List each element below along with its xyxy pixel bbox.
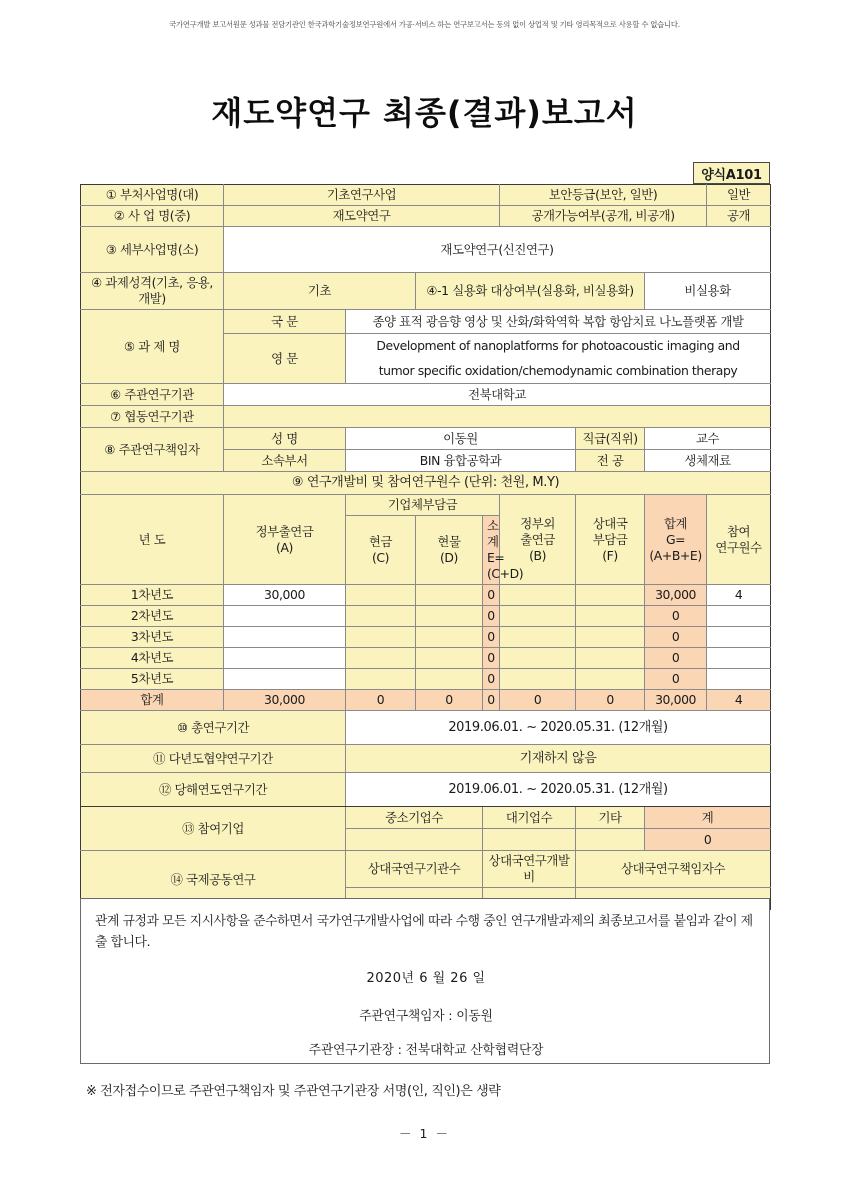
row-label-collab-institution: ⑦ 협동연구기관 [81,406,224,428]
budget-cell-year: 4차년도 [81,648,224,669]
budget-cell-cash-c [346,585,416,606]
report-cover-table [80,184,771,910]
budget-col-inkind [416,516,483,585]
budget-cell-cash-c [346,669,416,690]
declaration-text: 관계 규정과 모든 지시사항을 준수하면서 국가연구개발사업에 따라 수행 중인 연구개발과제의 최종보고서를 붙임과 같이 제출 합니다. [95,914,753,950]
budget-total-nongov-b: 0 [500,690,576,711]
row-label-principal-investigator: ⑧ 주관연구책임자 [81,428,224,472]
budget-header-row-1 [81,495,771,516]
budget-cell-nongov-b [500,606,576,627]
page-number: － 1 － [399,1126,450,1141]
budget-col-gov-funding-label: 정부출연금 [255,523,314,539]
form-badge-row [80,162,770,184]
table-row-project-title-ko [81,310,771,334]
row-value-title-korean: 종양 표적 광음향 영상 및 산화/화학역학 복합 항암치료 나노플랫폼 개발 [346,310,771,334]
table-row-ministry-program [81,185,771,206]
row-label-title-korean: 국 문 [224,310,346,334]
budget-cell-subtotal-e: 0 [483,669,500,690]
companies-value-sme [346,829,483,851]
budget-cell-cash-c [346,648,416,669]
row-value-program-name: 재도약연구 [224,206,500,227]
budget-total-row [81,690,771,711]
budget-total-cash-c: 0 [346,690,416,711]
budget-cell-partner-f [576,627,645,648]
declaration-org-line: 주관연구기관장 : 전북대학교 산학협력단장 [308,1043,544,1058]
budget-cell-subtotal-e: 0 [483,648,500,669]
declaration-box [80,898,770,1064]
budget-cell-inkind-d [416,585,483,606]
row-value-pi-name: 이동원 [346,428,576,450]
budget-table-row [81,627,771,648]
table-row-program-name [81,206,771,227]
budget-cell-researchers [707,627,771,648]
budget-cell-researchers [707,648,771,669]
table-row-total-period [81,711,771,745]
budget-cell-researchers [707,606,771,627]
table-row-project-type [81,273,771,310]
row-label-project-type: ④ 과제성격(기초, 응용, 개발) [81,273,224,310]
signature-footnote: ※ 전자접수이므로 주관연구책임자 및 주관연구기관장 서명(인, 직인)은 생략 [86,1084,501,1099]
budget-total-label: 합계 [81,690,224,711]
budget-cell-gov-a [224,627,346,648]
budget-col-cash-label: 현금 [368,534,393,549]
row-label-commercialization: ④-1 실용화 대상여부(실용화, 비실용화) [416,273,645,310]
declaration-date: 2020년 6 월 26 일 [366,971,486,986]
row-value-pi-major: 생체재료 [645,450,771,472]
form-code-badge: 양식A101 [693,162,770,184]
budget-cell-nongov-b [500,627,576,648]
budget-cell-subtotal-e: 0 [483,627,500,648]
intl-header-institutions: 상대국연구기관수 [346,851,483,888]
budget-total-subtotal-e: 0 [483,690,500,711]
intl-header-pi-count: 상대국연구책임자수 [576,851,771,888]
budget-cell-subtotal-e: 0 [483,606,500,627]
budget-cell-inkind-d [416,669,483,690]
table-row-participating-companies-header [81,807,771,829]
companies-value-total: 0 [645,829,771,851]
budget-cell-gov-a [224,669,346,690]
declaration-pi-line: 주관연구책임자 : 이동원 [359,1009,493,1024]
budget-cell-inkind-d [416,606,483,627]
row-label-total-period: ⑩ 총연구기간 [81,711,346,745]
budget-table-row [81,585,771,606]
table-row-collab-institution [81,406,771,428]
companies-header-other: 기타 [576,807,645,829]
budget-section-title: ⑨ 연구개발비 및 참여연구원수 (단위: 천원, M.Y) [81,472,771,495]
copyright-notice: 국가연구개발 보고서원문 성과물 전담기관인 한국과학기술정보연구원에서 가공·서비스 하는 연구보고서는 동의 없이 상업적 및 기타 영리목적으로 사용할 수 없습니다. [169,20,680,29]
row-label-pi-name: 성 명 [224,428,346,450]
budget-table-row [81,606,771,627]
budget-cell-year: 1차년도 [81,585,224,606]
row-value-ministry-program: 기초연구사업 [224,185,500,206]
companies-header-total: 계 [645,807,771,829]
budget-cell-partner-f [576,606,645,627]
row-value-security-level: 일반 [707,185,771,206]
budget-cell-total-g: 0 [645,648,707,669]
row-value-multiyear-period: 기재하지 않음 [346,745,771,773]
budget-total-researchers: 4 [707,690,771,711]
budget-cell-total-g: 0 [645,669,707,690]
budget-total-inkind-d: 0 [416,690,483,711]
row-label-security-level: 보안등급(보안, 일반) [500,185,707,206]
row-label-ministry-program: ① 부처사업명(대) [81,185,224,206]
budget-cell-partner-f [576,669,645,690]
budget-cell-gov-a [224,648,346,669]
budget-total-gov-a: 30,000 [224,690,346,711]
table-row-budget-section-title [81,472,771,495]
row-label-intl-collab: ⑭ 국제공동연구 [81,851,346,910]
row-value-host-institution: 전북대학교 [224,384,771,406]
row-value-title-english-line1: Development of nanoplatforms for photoacoustic imaging and [346,334,771,359]
budget-col-cash-sub: (C) [371,550,390,565]
budget-col-subtotal-sub: E=(C+D) [487,550,524,581]
budget-group-company-contribution: 기업체부담금 [346,495,500,516]
companies-value-large [483,829,576,851]
budget-cell-gov-a [224,606,346,627]
budget-col-subtotal-label: 소계 [487,518,499,549]
budget-col-nongov-funding: 정부외 출연금 (B) [500,495,576,585]
row-value-pi-rank: 교수 [645,428,771,450]
budget-table-row [81,669,771,690]
row-label-pi-dept: 소속부서 [224,450,346,472]
table-row-intl-collab-header [81,851,771,888]
row-label-program-name: ② 사 업 명(중) [81,206,224,227]
row-value-project-type: 기초 [224,273,416,310]
budget-cell-total-g: 0 [645,606,707,627]
budget-col-gov-funding [224,495,346,585]
companies-value-other [576,829,645,851]
budget-col-grand-total-sub: G=(A+B+E) [649,531,702,563]
row-label-host-institution: ⑥ 주관연구기관 [81,384,224,406]
intl-header-budget: 상대국연구개발비 [483,851,576,888]
row-value-disclosure: 공개 [707,206,771,227]
row-value-pi-dept: BIN 융합공학과 [346,450,576,472]
budget-table-row [81,648,771,669]
budget-cell-cash-c [346,627,416,648]
budget-cell-partner-f [576,648,645,669]
companies-header-large: 대기업수 [483,807,576,829]
budget-cell-nongov-b [500,585,576,606]
table-row-pi-name [81,428,771,450]
row-label-multiyear-period: ⑪ 다년도협약연구기간 [81,745,346,773]
row-label-project-title: ⑤ 과 제 명 [81,310,224,384]
budget-cell-inkind-d [416,627,483,648]
table-row-current-year-period [81,773,771,807]
budget-col-inkind-label: 현물 [437,534,461,549]
row-value-collab-institution [224,406,771,428]
row-label-disclosure: 공개가능여부(공개, 비공개) [500,206,707,227]
budget-col-subtotal [483,516,524,585]
row-value-total-period: 2019.06.01. ~ 2020.05.31. (12개월) [346,711,771,745]
budget-col-grand-total [645,495,707,585]
budget-cell-total-g: 0 [645,627,707,648]
budget-col-gov-funding-sub: (A) [276,539,293,555]
row-value-title-english-line2: tumor specific oxidation/chemodynamic combination therapy [346,359,771,384]
budget-col-partner-contribution: 상대국 부담금 (F) [576,495,645,585]
row-label-subprogram: ③ 세부사업명(소) [81,227,224,273]
row-label-participating-companies: ⑬ 참여기업 [81,807,346,851]
budget-col-year: 년 도 [81,495,224,585]
budget-cell-partner-f [576,585,645,606]
budget-col-grand-total-label: 합계 [663,515,688,531]
budget-col-researchers: 참여 연구원수 [707,495,771,585]
budget-cell-total-g: 30,000 [645,585,707,606]
budget-cell-researchers [707,669,771,690]
budget-cell-gov-a: 30,000 [224,585,346,606]
table-row-host-institution [81,384,771,406]
budget-cell-year: 5차년도 [81,669,224,690]
row-label-current-year-period: ⑫ 당해연도연구기간 [81,773,346,807]
row-value-commercialization: 비실용화 [645,273,771,310]
budget-cell-year: 3차년도 [81,627,224,648]
budget-cell-year: 2차년도 [81,606,224,627]
page-title: 재도약연구 최종(결과)보고서 [211,94,638,132]
table-row-multiyear-period [81,745,771,773]
row-value-current-year-period: 2019.06.01. ~ 2020.05.31. (12개월) [346,773,771,807]
budget-cell-nongov-b [500,648,576,669]
budget-cell-cash-c [346,606,416,627]
row-value-subprogram: 재도약연구(신진연구) [224,227,771,273]
row-label-title-english: 영 문 [224,334,346,384]
row-label-pi-major: 전 공 [576,450,645,472]
budget-col-inkind-sub: (D) [439,550,458,565]
budget-cell-researchers: 4 [707,585,771,606]
budget-total-total-g: 30,000 [645,690,707,711]
budget-cell-inkind-d [416,648,483,669]
table-row-subprogram [81,227,771,273]
budget-cell-nongov-b [500,669,576,690]
budget-col-cash [346,516,416,585]
companies-header-sme: 중소기업수 [346,807,483,829]
budget-cell-subtotal-e: 0 [483,585,500,606]
row-label-pi-rank: 직급(직위) [576,428,645,450]
budget-total-partner-f: 0 [576,690,645,711]
